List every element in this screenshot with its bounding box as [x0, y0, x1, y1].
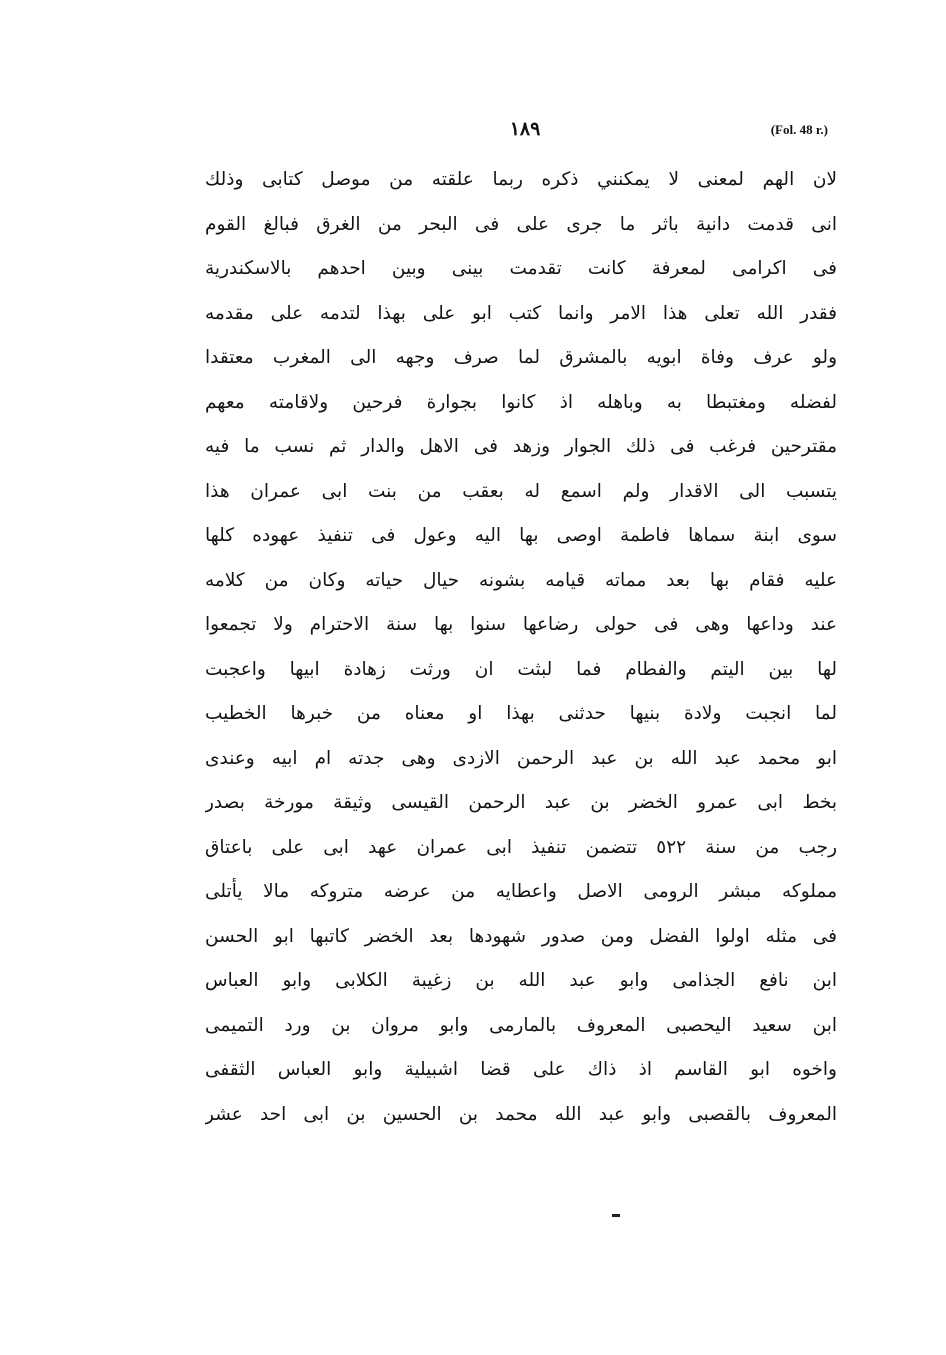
text-line: سوى ابنة سماها فاطمة اوصى بها اليه وعول فى تنفيذ عهوده كلها	[205, 525, 837, 546]
text-line: ابن نافع الجذامى وابو عبد الله بن زغيبة الكلابى وابو العباس	[205, 970, 837, 991]
text-line: لفضله ومغتبطا به وباهله اذ كانوا بجوارة فرحين ولاقامته معهم	[205, 391, 837, 413]
text-line: لها بين اليتم والفطام فما لبثت ان ورثت زهادة ابيها واعجبت	[205, 658, 837, 680]
text-line: واخوه ابو القاسم اذ ذاك على قضا اشبيلية وابو العباس الثقفى	[205, 1059, 837, 1080]
folio-reference: (Fol. 48 r.)	[770, 122, 828, 137]
text-line: عند وداعها وهى فى حولى رضاعها سنوا بها سنة الاحترام ولا تجمعوا	[205, 614, 837, 635]
text-line: بخط ابى عمرو الخضر بن عبد الرحمن القيسى وثيقة مورخة بصدر	[205, 792, 837, 813]
page-header	[0, 118, 946, 148]
text-line: مملوكه مبشر الرومى الاصل واعطايه من عرضه متروكه مالا يأتلى	[205, 881, 837, 902]
text-line: لما انجبت ولادة بنيها حدثنى بهذا او معناه من خبرها الخطيب	[205, 703, 837, 724]
text-line: يتسبب الى الاقدار ولم اسمع له بعقب من بنت ابى عمران هذا	[205, 480, 837, 502]
text-line: فى مثله اولوا الفضل ومن صدور شهودها بعد الخضر كاتبها ابو الحسن	[205, 925, 837, 947]
text-line: ابن سعيد اليحصبى المعروف بالمارمى وابو مروان بن ورد التميمى	[205, 1014, 837, 1036]
text-line: ولو عرف وفاة ابويه بالمشرق لما صرف وجهه الى المغرب معتقدا	[205, 347, 837, 368]
text-line: انى قدمت دانية باثر ما جرى على فى البحر من الغرق فبالغ القوم	[205, 213, 837, 235]
page-number: ١٨٩	[509, 118, 541, 140]
text-line: ابو محمد عبد الله بن عبد الرحمن الازدى وهى جدته ام ابيه وعندى	[205, 747, 837, 769]
text-line: رجب من سنة ٥٢٢ تتضمن تنفيذ ابى عمران عهد ابى على باعتاق	[205, 836, 837, 858]
catchword-mark	[612, 1214, 620, 1217]
text-line: فقدر الله تعلى هذا الامر وانما كتب ابو على بهذا لتدمه على مقدمه	[205, 302, 837, 324]
text-line: فى اكرامى لمعرفة كانت تقدمت بينى وبين احدهم بالاسكندرية	[205, 258, 837, 279]
text-line: لان الهم لمعنى لا يمكنني ذكره ربما علقته من موصل كتابى وذلك	[205, 169, 837, 190]
arabic-text-body	[205, 158, 837, 1137]
text-line: المعروف بالقصبى وابو عبد الله محمد بن الحسين بن ابى احد عشر	[205, 1103, 837, 1125]
text-line: مقترحين فرغب فى ذلك الجوار وزهد فى الاهل والدار ثم نسب ما فيه	[205, 436, 837, 457]
text-line: عليه فقام بها بعد مماته قيامه بشونه حيال حياته وكان من كلامه	[205, 569, 837, 591]
